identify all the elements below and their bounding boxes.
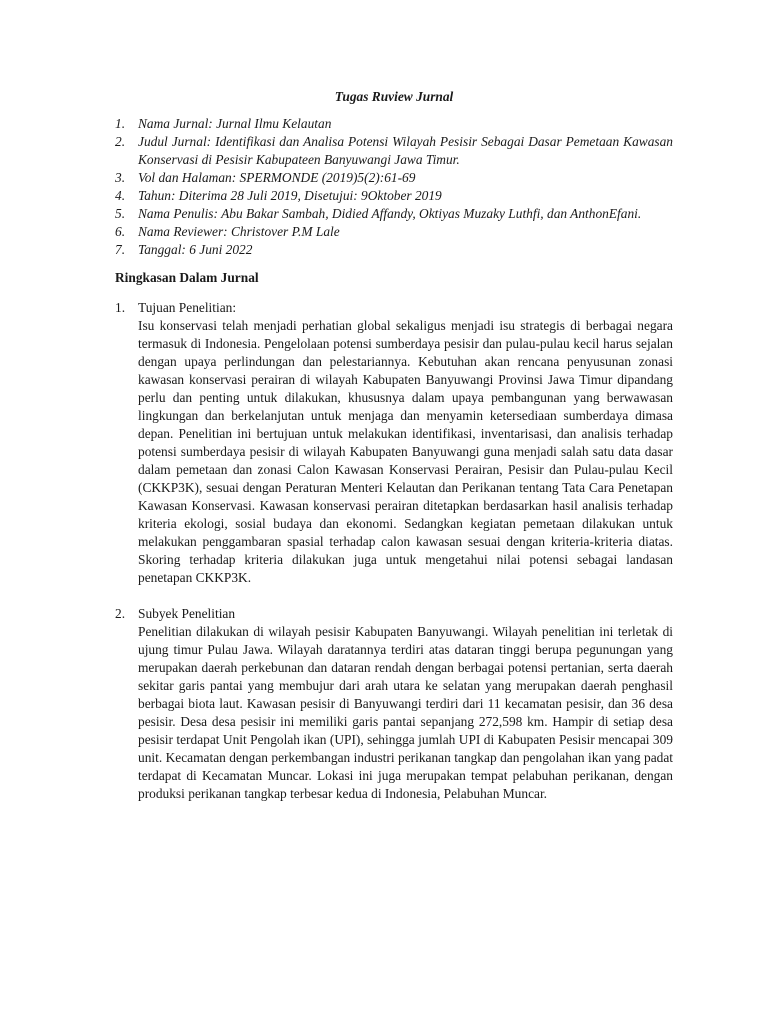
meta-text: Nama Jurnal: Jurnal Ilmu Kelautan	[138, 116, 332, 131]
meta-item	[115, 115, 673, 133]
meta-number: 5.	[115, 206, 126, 221]
meta-item	[115, 223, 673, 241]
meta-number: 3.	[115, 170, 126, 185]
meta-item	[115, 169, 673, 187]
meta-text: Nama Reviewer: Christover P.M Lale	[138, 224, 340, 239]
meta-number: 6.	[115, 224, 126, 239]
meta-number: 7.	[115, 242, 126, 257]
journal-meta-list	[115, 115, 673, 259]
meta-text: Judul Jurnal: Identifikasi dan Analisa Potensi Wilayah Pesisir Sebagai Dasar Pemetaan Kawasan Konservasi di Pesisir Kabupateen Banyuwangi Jawa Timur.	[138, 134, 673, 167]
meta-item	[115, 133, 673, 169]
meta-item	[115, 187, 673, 205]
section-body	[138, 605, 673, 803]
meta-number: 4.	[115, 188, 126, 203]
summary-section-purpose	[115, 299, 673, 587]
document-title: Tugas Ruview Jurnal	[334, 89, 454, 104]
meta-number: 2.	[115, 134, 126, 149]
section-paragraph: Penelitian dilakukan di wilayah pesisir Kabupaten Banyuwangi. Wilayah penelitian ini terletak di ujung timur Pulau Jawa. Wilayah daratannya terdiri atas dataran tinggi berupa pegunungan yang merupakan daerah perkebunan dan dataran rendah dengan berbagai potensi pertanian, serta daerah sekitar garis pantai yang membujur dari arah utara ke selatan yang merupakan daerah penghasil berbagai biota laut. Kawasan pesisir di Banyuwangi terdiri dari 11 kecamatan pesisir, dan 36 desa pesisir. Desa desa pesisir ini memiliki garis pantai sepanjang 272,598 km. Hampir di setiap desa pesisir terdapat Unit Pengolah ikan (UPI), sehingga jumlah UPI di Kabupaten Pesisir mencapai 309 unit. Kecamatan dengan perkembangan industri perikanan tangkap dan pengolahan ikan yang padat terdapat di Kecamatan Muncar. Lokasi ini juga merupakan tempat pelabuhan perikanan, dengan produksi perikanan tangkap terbesar kedua di Indonesia, Pelabuhan Muncar.	[138, 624, 673, 801]
section-body	[138, 299, 673, 587]
section-heading: Ringkasan Dalam Jurnal	[115, 270, 259, 285]
meta-text: Tanggal: 6 Juni 2022	[138, 242, 253, 257]
meta-item	[115, 205, 673, 223]
section-subheading: Subyek Penelitian	[138, 606, 236, 621]
meta-item	[115, 241, 673, 259]
section-number: 1.	[115, 300, 126, 315]
meta-number: 1.	[115, 116, 126, 131]
section-number: 2.	[115, 606, 126, 621]
section-subheading: Tujuan Penelitian:	[138, 300, 237, 315]
summary-section-subject	[115, 605, 673, 803]
section-paragraph: Isu konservasi telah menjadi perhatian global sekaligus menjadi isu strategis di berbagai negara termasuk di Indonesia. Pengelolaan potensi sumberdaya pesisir dan pulau-pulau kecil harus sejalan dengan upaya perlindungan dan pelestariannya. Kebutuhan akan rencana penyusunan zonasi kawasan konservasi perairan di wilayah Kabupaten Banyuwangi Provinsi Jawa Timur dipandang perlu dan penting untuk dilakukan, khususnya dalam upaya pembangunan yang berwawasan lingkungan dan berkelanjutan untuk menjaga dan menyamin ketersediaan sumberdaya dimasa depan. Penelitian ini bertujuan untuk melakukan identifikasi, inventarisasi, dan analisis terhadap potensi sumberdaya pesisir di wilayah Kabupaten Banyuwangi guna menjadi salah satu data dasar dalam pemetaan dan zonasi Calon Kawasan Konservasi Perairan, Pesisir dan Pulau-pulau Kecil (CKKP3K), sesuai dengan Peraturan Menteri Kelautan dan Perikanan tentang Tata Cara Penetapan Kawasan Konservasi. Kawasan konservasi perairan ditetapkan berdasarkan hasil analisis terhadap kriteria ekologi, sosial budaya dan ekonomi. Sedangkan kegiatan pemetaan dilakukan untuk melakukan penggambaran spasial terhadap calon kawasan sesuai dengan kriteria-kriteria diatas. Skoring terhadap kriteria dilakukan juga untuk mengetahui nilai potensi sebagai landasan penetapan CKKP3K.	[138, 318, 673, 585]
meta-text: Tahun: Diterima 28 Juli 2019, Disetujui: 9Oktober 2019	[138, 188, 442, 203]
meta-text: Nama Penulis: Abu Bakar Sambah, Didied Affandy, Oktiyas Muzaky Luthfi, dan AnthonEfani.	[138, 206, 642, 221]
meta-text: Vol dan Halaman: SPERMONDE (2019)5(2):61-69	[138, 170, 416, 185]
